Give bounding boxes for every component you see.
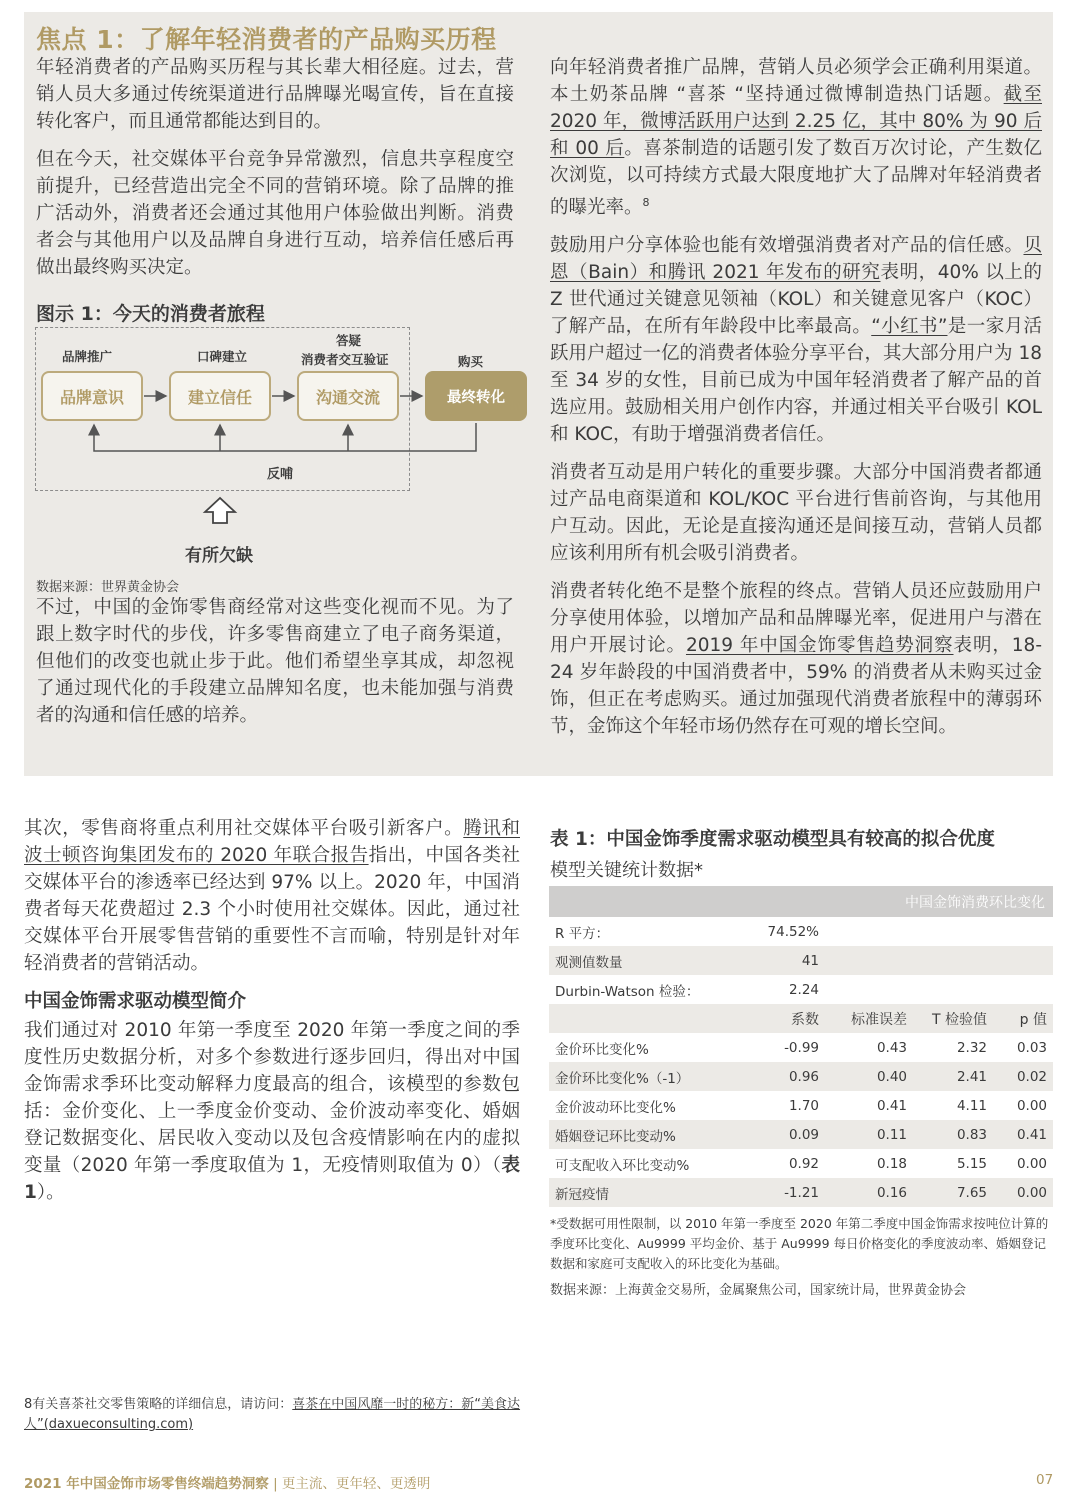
table-row	[549, 917, 1053, 946]
page-number: 07	[1036, 1472, 1054, 1488]
trend-report-link[interactable]: 2019 年中国金饰零售趋势洞察	[685, 635, 954, 657]
cell: 0.03	[1016, 1039, 1047, 1056]
text: 表明，18-24 岁年龄段的中国消费者中，59% 的消费者从未购买过金饰，但正在考虑购买。通过加强现代消费者旅程中的薄弱环节，金饰这个年轻市场仍然存在可观的增长空间。	[550, 635, 1042, 738]
stage-label-word-of-mouth: 口碑建立	[197, 349, 248, 364]
text: 是一家月活跃用户超过一亿的消费者体验分享平台，其大部分用户为 18 至 34 岁的女性，目前已成为中国年轻消费者了解产品的首选应用。鼓励相关用户创作内容，并通过相关平台吸引 KOL 和 KOC，有助于增强消费者信任。	[550, 316, 1042, 446]
node-brand-awareness: 品牌意识	[41, 371, 143, 421]
footnote	[24, 1395, 524, 1435]
text: 鼓励用户分享体验也能有效增强消费者对产品的信任感。	[550, 235, 1024, 257]
table-row	[549, 1120, 1053, 1149]
table-row	[549, 1149, 1053, 1178]
stat-value: 74.52%	[767, 923, 819, 940]
cell: -0.99	[784, 1039, 819, 1056]
cell: 0.92	[788, 1155, 819, 1172]
cell: 0.43	[876, 1039, 907, 1056]
node-build-trust: 建立信任	[169, 371, 271, 421]
text: 向年轻消费者推广品牌，营销人员必须学会正确利用渠道。本土奶茶品牌 “喜茶 “坚持通过微博制造热门话题。	[550, 57, 1042, 105]
row-label: 新冠疫情	[549, 1178, 739, 1207]
footer-report-title: 2021 年中国金饰市场零售终端趋势洞察	[24, 1476, 269, 1492]
focus-right-paragraph-2	[550, 232, 1042, 448]
footnote-link[interactable]: 喜茶在中国风靡一时的秘方：新“美食达人”(daxueconsulting.com)	[24, 1397, 521, 1432]
bain-tencent-link[interactable]: 贝恩（Bain）和腾讯 2021 年发布的研究	[550, 235, 1042, 284]
cell: 5.15	[956, 1155, 987, 1172]
text: 消费者转化绝不是整个旅程的终点。营销人员还应鼓励用户分享使用体验，以增加产品和品牌曝光率，促进用户与潜在用户开展讨论。	[550, 581, 1042, 657]
cell: 0.00	[1016, 1097, 1047, 1114]
cell: 0.02	[993, 1062, 1053, 1091]
focus-left-column	[36, 54, 514, 292]
cell: 0.40	[825, 1062, 913, 1091]
cell: 0.96	[739, 1062, 825, 1091]
table-source: 数据来源：上海黄金交易所，金属聚焦公司，国家统计局，世界黄金协会	[550, 1283, 967, 1298]
table-ref: 表 1	[24, 1155, 520, 1203]
text: 表明，40% 以上的 Z 世代通过关键意见领袖（KOL）和关键意见客户（KOC）了解产品，在所有年龄段中比率最高。	[550, 262, 1042, 338]
stat-label: Durbin-Watson 检验：	[555, 983, 700, 1000]
row-label: 金价环比变化%（-1）	[549, 1062, 739, 1091]
journey-arrows	[30, 325, 530, 575]
focus-right-paragraph-3: 消费者互动是用户转化的重要步骤。大部分中国消费者都通过产品电商渠道和 KOL/KOC 平台进行售前咨询，与其他用户互动。因此，无论是直接沟通还是间接互动，营销人员都应该利用所有机会吸引消费者。	[550, 462, 1042, 565]
feedback-label: 反哺	[267, 467, 294, 482]
table-title: 表 1：中国金饰季度需求驱动模型具有较高的拟合优度	[550, 829, 995, 850]
footer-title	[24, 1472, 430, 1492]
figure-source: 数据来源：世界黄金协会	[36, 580, 180, 595]
tencent-bcg-link[interactable]: 腾讯和波士顿咨询集团发布的 2020 年联合报告	[24, 818, 520, 866]
xiaohongshu-link[interactable]: “小红书”	[871, 316, 948, 338]
focus-right-column	[550, 54, 1042, 751]
cell: 0.00	[993, 1178, 1053, 1207]
text: 。喜茶制造的话题引发了数百万次讨论，产生数亿次浏览，以可持续方式最大限度地扩大了品牌对年轻消费者的曝光率。	[550, 138, 1042, 219]
stage-label-qa: 答疑	[336, 333, 362, 348]
table-row	[549, 1178, 1053, 1207]
table-row	[549, 975, 1053, 1004]
focus-left-paragraph-1: 年轻消费者的产品购买历程与其长辈大相径庭。过去，营销人员大多通过传统渠道进行品牌曝光喝宣传，旨在直接转化客户，而且通常都能达到目的。	[36, 57, 514, 132]
table-subtitle: 模型关键统计数据*	[550, 860, 703, 881]
table-row	[549, 1033, 1053, 1062]
footer-separator: |	[268, 1476, 282, 1492]
focus-left-column-lower	[36, 594, 514, 740]
text: 指出，中国各类社交媒体平台的渗透率已经达到 97% 以上。2020 年，中国消费者每天花费超过 2.3 个小时使用社交媒体。因此，通过社交媒体平台开展零售营销的重要性不言而喻，特别是针对年轻消费者的营销活动。	[24, 845, 520, 974]
footnote-ref: 8	[642, 196, 650, 209]
consumer-journey-diagram	[30, 325, 530, 575]
cell: 0.11	[825, 1120, 913, 1149]
table-note: *受数据可用性限制，以 2010 年第一季度至 2020 年第二季度中国金饰需求按吨位计算的季度环比变化、Au9999 平均金价、基于 Au9999 每日价格变化的季度波动率、婚姻登记数据和家庭可支配收入的环比变化为基础。	[550, 1216, 1049, 1271]
cell: 2.32	[956, 1039, 987, 1056]
cell: 7.65	[913, 1178, 993, 1207]
cell: 1.70	[788, 1097, 819, 1114]
column-header-row	[549, 1004, 1053, 1033]
cell: 0.41	[876, 1097, 907, 1114]
column-header: 系数	[739, 1004, 825, 1033]
text: ）。	[36, 1182, 65, 1203]
weibo-link[interactable]: 截至 2020 年，微博活跃用户达到 2.25 亿，其中 80% 为 90 后和 00 后	[550, 84, 1042, 159]
lower-left-column	[24, 815, 520, 1217]
stat-value: 2.24	[788, 981, 819, 998]
row-label: 婚姻登记环比变动%	[549, 1120, 739, 1149]
cell: 0.09	[739, 1120, 825, 1149]
stat-label: 观测值数量	[549, 946, 739, 975]
row-label: 金价环比变化%	[555, 1041, 649, 1058]
stat-label: R 平方：	[555, 925, 610, 942]
text: 其次，零售商将重点利用社交媒体平台吸引新客户。	[24, 818, 464, 839]
lower-left-paragraph-1	[24, 815, 520, 977]
stat-value: 41	[739, 946, 825, 975]
missing-label: 有所欠缺	[185, 546, 253, 566]
row-label: 可支配收入环比变动%	[555, 1157, 690, 1174]
column-header: T 检验值	[913, 1004, 993, 1033]
table-header-row	[549, 886, 1053, 917]
column-header: 标准误差	[825, 1004, 913, 1033]
text: 我们通过对 2010 年第一季度至 2020 年第一季度之间的季度性历史数据分析，对多个参数进行逐步回归，得出对中国金饰需求季环比变动解释力度最高的组合，该模型的参数包括：金价变化、上一季度金价变动、金价波动率变化、婚姻登记数据变化、居民收入变动以及包含疫情影响在内的虚拟变量（2020 年第一季度取值为 1，无疫情则取值为 0）（	[24, 1020, 520, 1176]
table-row	[549, 1091, 1053, 1120]
row-label: 金价波动环比变化%	[555, 1099, 676, 1116]
stage-label-purchase: 购买	[458, 354, 484, 369]
focus-title: 焦点 1：了解年轻消费者的产品购买历程	[36, 25, 497, 54]
cell: 4.11	[956, 1097, 987, 1114]
stage-label-consumer-interaction: 消费者交互验证	[301, 352, 389, 367]
cell: 0.00	[1016, 1155, 1047, 1172]
table-header: 中国金饰消费环比变化	[549, 886, 1053, 917]
node-final-conversion: 最终转化	[425, 371, 527, 421]
cell: 0.18	[876, 1155, 907, 1172]
lower-left-paragraph-2	[24, 1017, 520, 1206]
cell: 0.16	[825, 1178, 913, 1207]
footer-tagline: 更主流、更年轻、更透明	[281, 1476, 431, 1492]
focus-right-paragraph-4	[550, 578, 1042, 740]
column-header: p 值	[993, 1004, 1053, 1033]
cell: -1.21	[739, 1178, 825, 1207]
node-communication: 沟通交流	[297, 371, 399, 421]
focus-left-paragraph-2: 但在今天，社交媒体平台竞争异常激烈，信息共享程度空前提升，已经营造出完全不同的营销环境。除了品牌的推广活动外，消费者还会通过其他用户体验做出判断。消费者会与其他用户以及品牌自身进行互动，培养信任感后再做出最终购买决定。	[36, 149, 514, 278]
model-subheading: 中国金饰需求驱动模型简介	[24, 991, 247, 1012]
cell: 0.41	[993, 1120, 1053, 1149]
focus-left-paragraph-3: 不过，中国的金饰零售商经常对这些变化视而不见。为了跟上数字时代的步伐，许多零售商建立了电子商务渠道，但他们的改变也就止步于此。他们希望坐享其成，却忽视了通过现代化的手段建立品牌知名度，也未能加强与消费者的沟通和信任感的培养。	[36, 597, 514, 726]
table-row	[549, 1062, 1053, 1091]
footnote-prefix: 8有关喜茶社交零售策略的详细信息，请访问：	[24, 1397, 293, 1412]
focus-right-paragraph-1	[550, 54, 1042, 221]
table-row	[549, 946, 1053, 975]
cell: 0.83	[913, 1120, 993, 1149]
stage-label-brand-promotion: 品牌推广	[62, 349, 113, 364]
figure-title: 图示 1：今天的消费者旅程	[36, 303, 265, 325]
model-stats-table	[549, 886, 1053, 1207]
cell: 2.41	[913, 1062, 993, 1091]
